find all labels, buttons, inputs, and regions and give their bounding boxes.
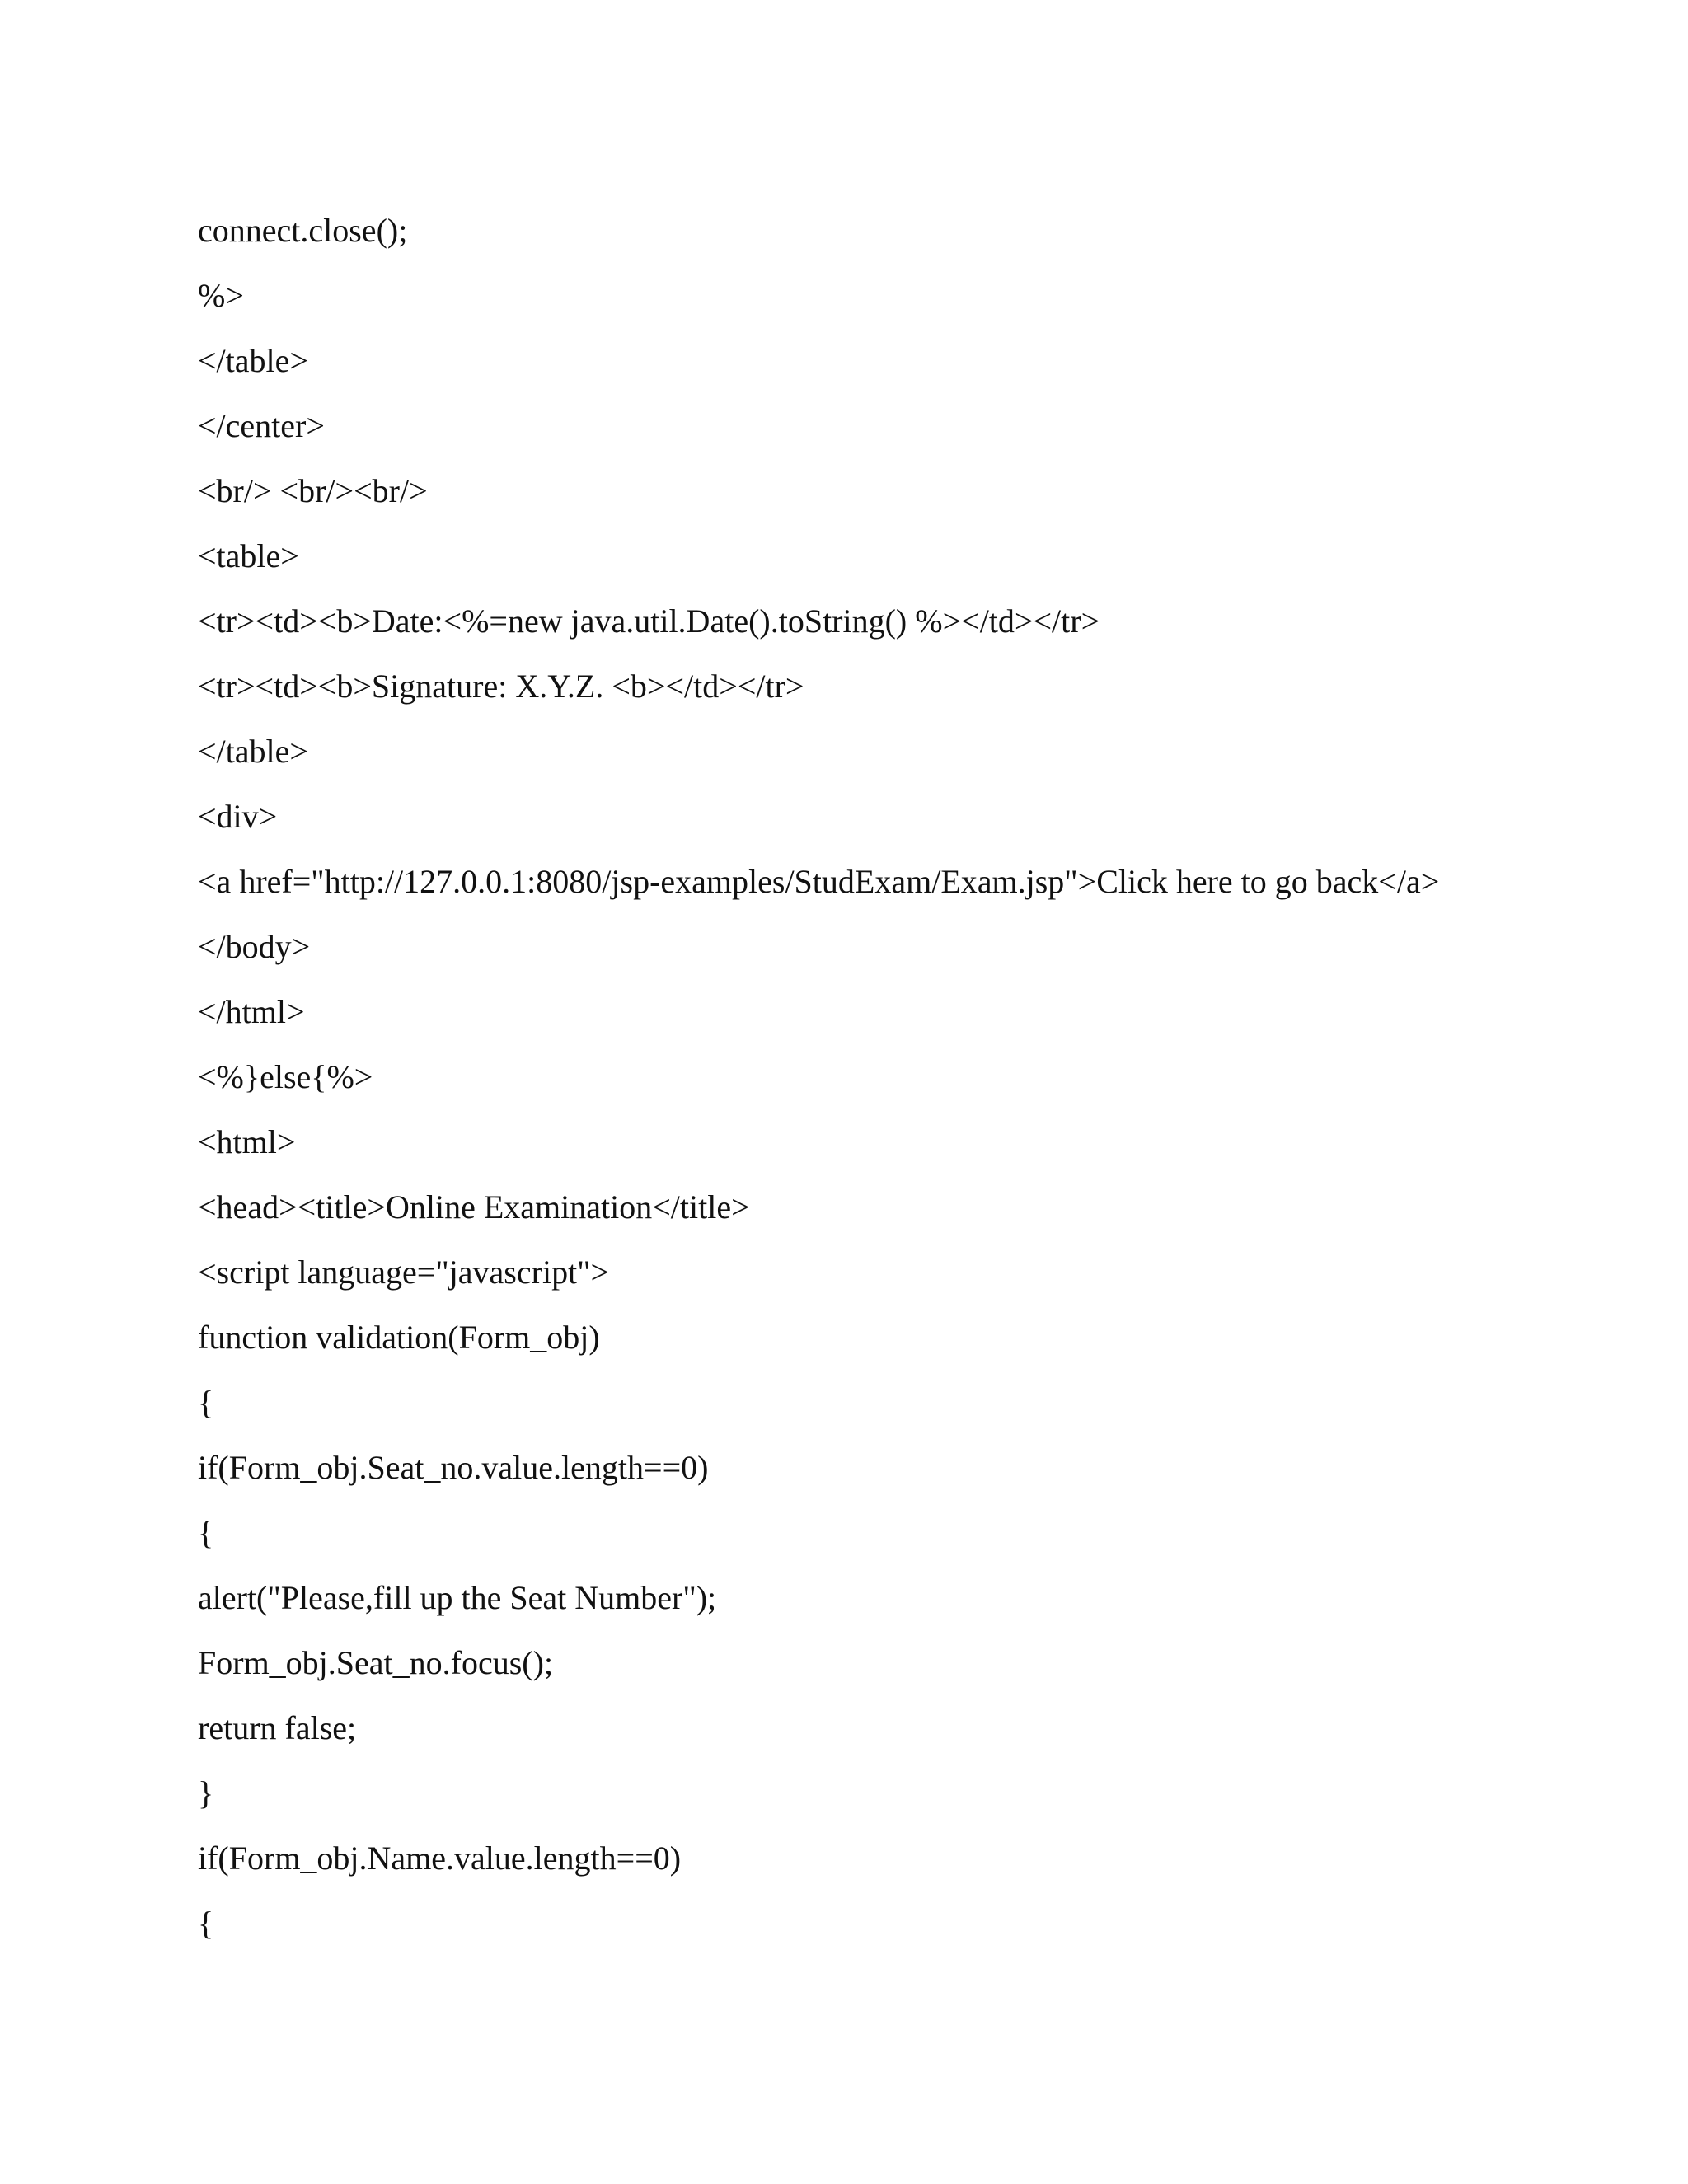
code-line: <br/> <br/><br/> [198,472,428,509]
code-line: </html> [198,993,305,1030]
code-line: <%}else{%> [198,1058,373,1095]
code-line: <div> [198,798,278,835]
code-line: <html> [198,1123,296,1160]
code-line: if(Form_obj.Name.value.length==0) [198,1840,682,1877]
code-line: { [198,1514,214,1551]
code-line: if(Form_obj.Seat_no.value.length==0) [198,1449,709,1486]
code-line: <tr><td><b>Date:<%=new java.util.Date().toString() %></td></tr> [198,602,1100,640]
code-line: <tr><td><b>Signature: X.Y.Z. <b></td></tr> [198,668,804,705]
code-line: function validation(Form_obj) [198,1319,600,1356]
code-line: <script language="javascript"> [198,1254,610,1291]
code-line: </table> [198,342,308,379]
code-line: %> [198,277,244,314]
code-line: alert("Please,fill up the Seat Number"); [198,1579,717,1616]
code-line: connect.close(); [198,212,408,249]
code-line: <head><title>Online Examination</title> [198,1188,750,1226]
code-listing [198,198,1599,1956]
code-line: { [198,1384,214,1421]
code-line: </center> [198,407,325,444]
code-line: </table> [198,733,308,770]
code-line: Form_obj.Seat_no.focus(); [198,1644,554,1681]
code-line: } [198,1774,214,1811]
code-line: <a href="http://127.0.0.1:8080/jsp-examples/StudExam/Exam.jsp">Click here to go back</a> [198,863,1440,900]
code-line: { [198,1905,214,1942]
code-line: return false; [198,1709,357,1746]
code-line: </body> [198,928,311,965]
code-line: <table> [198,537,299,574]
